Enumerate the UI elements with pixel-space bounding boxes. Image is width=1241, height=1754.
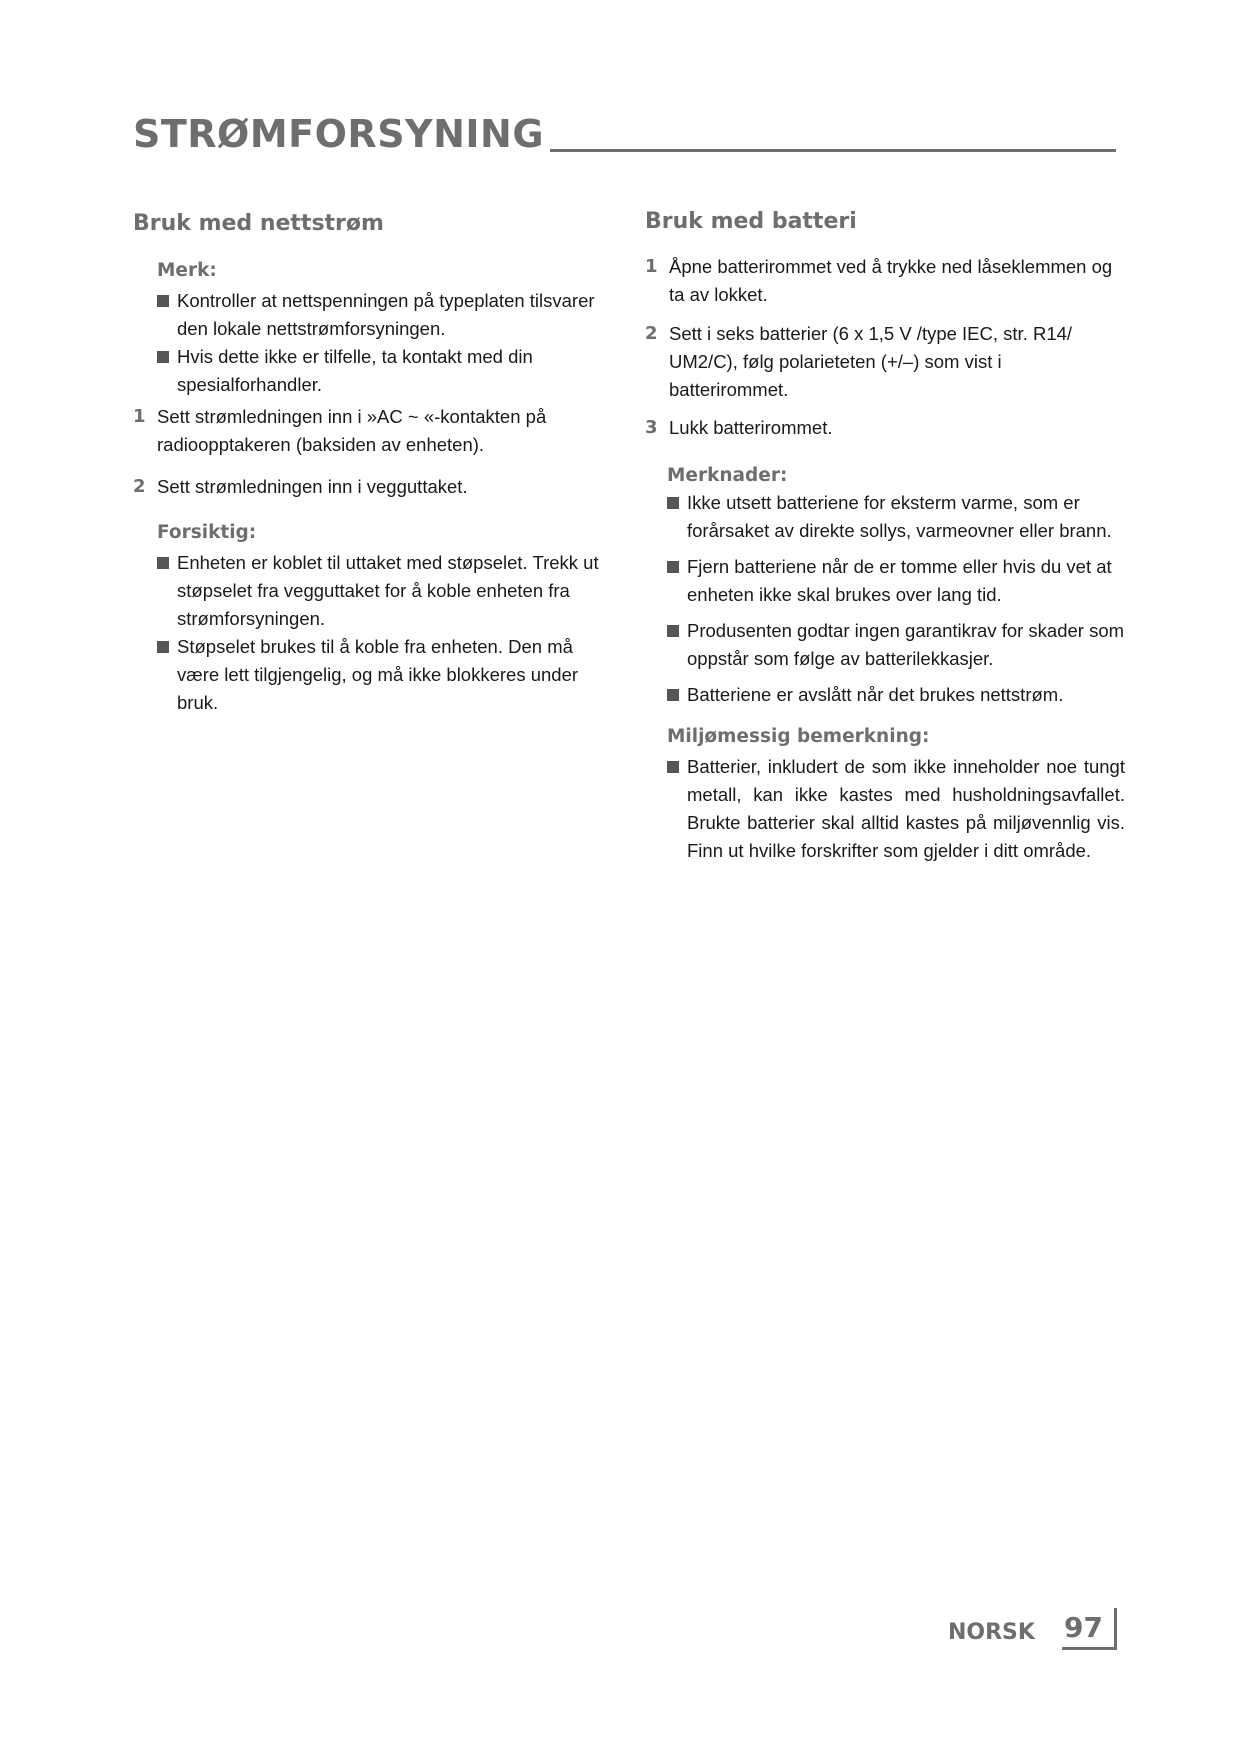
- bullet-square-icon: [157, 295, 169, 307]
- note-item: Kontroller at nettspenningen på typeplaten tilsvarer den lokale nettstrømforsyningen.: [157, 287, 597, 343]
- bullet-square-icon: [667, 761, 679, 773]
- bullet-square-icon: [157, 641, 169, 653]
- environment-title: Miljømessig bemerkning:: [667, 726, 930, 747]
- notes-item: Produsenten godtar ingen garantikrav for skader som oppstår som følge av batterilekkasjer.: [667, 617, 1125, 673]
- page-number-bracket-horizontal: [1062, 1647, 1117, 1650]
- bullet-square-icon: [157, 351, 169, 363]
- step-item: 3 Lukk batterirommet.: [645, 417, 833, 438]
- title-rule: [550, 149, 1116, 152]
- notes-item: Fjern batteriene når de er tomme eller hvis du vet at enheten ikke skal brukes over lang tid.: [667, 553, 1125, 609]
- mains-heading: Bruk med nettstrøm: [133, 211, 384, 236]
- step-item: 1 Sett strømledningen inn i »AC ~ «-kontakten på radioopptakeren (baksiden av enheten).: [133, 406, 547, 455]
- bullet-square-icon: [667, 561, 679, 573]
- step-item: 1 Åpne batterirommet ved å trykke ned låseklemmen og ta av lokket.: [645, 256, 1113, 305]
- caution-item: Enheten er koblet til uttaket med støpselet. Trekk ut støpselet fra vegguttaket for å koble enheten fra strømforsyningen.: [157, 549, 612, 633]
- step-item: 2 Sett strømledningen inn i vegguttaket.: [133, 476, 468, 497]
- page-number-bracket-vertical: [1114, 1608, 1117, 1650]
- note-item: Hvis dette ikke er tilfelle, ta kontakt med din spesialforhandler.: [157, 343, 597, 399]
- caution-item: Støpselet brukes til å koble fra enheten. Den må være lett tilgjengelig, og må ikke blokkeres under bruk.: [157, 633, 612, 717]
- step-item: 2 Sett i seks batterier (6 x 1,5 V /type IEC, str. R14/ UM2/C), følg polarieteten (+/–) som vist i batterirommet.: [645, 323, 1073, 400]
- page-number: 97: [1064, 1611, 1103, 1644]
- bullet-square-icon: [667, 625, 679, 637]
- bullet-square-icon: [157, 557, 169, 569]
- bullet-square-icon: [667, 689, 679, 701]
- notes-item: Ikke utsett batteriene for eksterm varme, som er forårsaket av direkte sollys, varmeovner eller brann.: [667, 489, 1125, 545]
- footer-language: NORSK: [948, 1620, 1035, 1645]
- notes-item: Batteriene er avslått når det brukes nettstrøm.: [667, 681, 1125, 709]
- bullet-square-icon: [667, 497, 679, 509]
- battery-heading: Bruk med batteri: [645, 209, 857, 234]
- note-title: Merk:: [157, 260, 217, 281]
- notes-title: Merknader:: [667, 465, 788, 486]
- page-title: STRØMFORSYNING: [133, 112, 545, 156]
- caution-title: Forsiktig:: [157, 522, 257, 543]
- environment-item: Batterier, inkludert de som ikke inneholder noe tungt metall, kan ikke kastes med husholdningsavfallet. Brukte batterier skal alltid kastes på miljøvennlig vis. Finn ut hvilke forskrifter som gjelder i ditt område.: [667, 753, 1125, 865]
